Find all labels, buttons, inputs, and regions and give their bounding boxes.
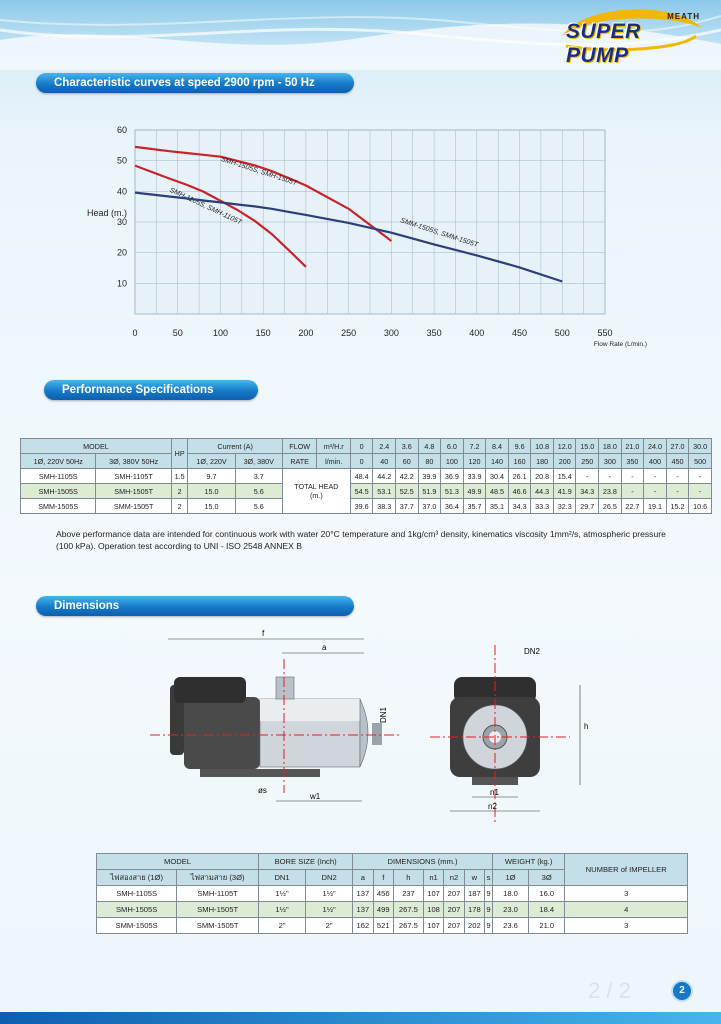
perf-head-cell: - [689,469,712,484]
perf-head-cell: 10.6 [689,499,712,514]
dim-label-a: a [322,643,327,652]
perf-model-3ph: SMM-1505T [96,499,171,514]
perf-head-cell: 34.3 [576,484,599,499]
chart-y-tick-label: 40 [116,186,127,197]
chart-x-axis-label: Flow Rate (L/min.) [593,341,647,348]
perf-lmin-cell: 400 [644,454,667,469]
perf-m3-cell: 21.0 [621,439,644,454]
perf-total-head-label [282,469,350,514]
page-number-badge: 2 [673,982,691,1000]
dim-col-header: DN1 [259,870,306,886]
dim-col-header: f [373,870,393,886]
dim-model-1ph: SMM-1505S [97,918,177,934]
pump-dimension-drawing [150,625,620,825]
perf-m3-cell: 15.0 [576,439,599,454]
perf-flow-header: FLOW [282,439,317,454]
perf-sub-1ph: 1Ø, 220V 50Hz [21,454,96,469]
chart-y-tick-label: 50 [116,155,127,166]
dim-label-n2: n2 [488,802,497,811]
perf-head-cell: 32.3 [553,499,576,514]
perf-unit-lmin: l/min. [317,454,350,469]
perf-row [21,499,712,514]
perf-head-cell: 22.7 [621,499,644,514]
dim-label-s: øs [258,786,267,795]
brand-tag: MEATH [667,12,700,21]
perf-m3-cell: 0 [350,439,373,454]
perf-sub-3ph: 3Ø, 380V 50Hz [96,454,171,469]
dim-cell: 23.0 [492,902,528,918]
perf-head-cell: 36.4 [441,499,464,514]
chart-x-tick-label: 150 [255,328,271,338]
perf-total-head-text: TOTAL HEAD [294,482,339,491]
perf-lmin-cell: 80 [418,454,441,469]
dim-impeller: 3 [565,886,688,902]
dim-cell: 1½" [306,902,353,918]
dim-sub-3ph: ไฟสามสาย (3Ø) [177,870,259,886]
perf-head-cell: 49.9 [463,484,486,499]
perf-head-cell: - [644,469,667,484]
perf-lmin-cell: 300 [599,454,622,469]
dim-row [97,918,688,934]
perf-current-header: Current (A) [188,439,282,454]
chart-series-label: SMH-1505S, SMH-1505T [219,155,298,188]
perf-row [21,484,712,499]
perf-head-cell: 35.1 [486,499,509,514]
dim-col-header: DN2 [306,870,353,886]
dimensions-table [96,853,688,934]
perf-m3-cell: 8.4 [486,439,509,454]
perf-lmin-cell: 40 [373,454,396,469]
perf-model-3ph: SMH-1505T [96,484,171,499]
pump-side-view [150,629,400,801]
section-title-dimensions: Dimensions [36,596,354,616]
dim-cell: 207 [444,902,464,918]
perf-m3-cell: 18.0 [599,439,622,454]
dim-col-header: 3Ø [529,870,565,886]
dim-label-n1: n1 [490,788,499,797]
chart-x-tick-label: 350 [426,328,442,338]
dim-cell: 267.5 [393,902,423,918]
perf-head-cell: 19.1 [644,499,667,514]
perf-head-cell: 39.6 [350,499,373,514]
perf-head-cell: 38.3 [373,499,396,514]
dim-cell: 499 [373,902,393,918]
dim-impeller-header: NUMBER of IMPELLER [565,854,688,886]
perf-head-cell: 51.9 [418,484,441,499]
perf-head-cell: 46.6 [508,484,531,499]
perf-head-cell: 23.8 [599,484,622,499]
perf-sub-c1: 1Ø, 220V [188,454,235,469]
dim-col-header: n2 [444,870,464,886]
perf-lmin-cell: 350 [621,454,644,469]
perf-head-cell: 41.9 [553,484,576,499]
chart-x-tick-label: 200 [298,328,314,338]
page-watermark: 2 / 2 [588,978,631,1003]
dim-col-header: h [393,870,423,886]
perf-m3-cell: 2.4 [373,439,396,454]
perf-head-cell: - [621,484,644,499]
dim-cell: 2" [306,918,353,934]
dim-cell: 9 [485,886,493,902]
dim-cell: 16.0 [529,886,565,902]
dim-dims-header: DIMENSIONS (mm.) [353,854,493,870]
perf-head-cell: 29.7 [576,499,599,514]
perf-current-1ph: 9.7 [188,469,235,484]
perf-head-cell: - [599,469,622,484]
chart-y-tick-label: 60 [116,125,127,135]
chart-series-label: SMH-1105S, SMH-1105T [168,186,243,227]
dim-cell: 202 [464,918,484,934]
chart-x-tick-label: 0 [132,328,138,338]
dim-cell: 18.0 [492,886,528,902]
dim-model-3ph: SMM-1505T [177,918,259,934]
chart-x-tick-label: 550 [597,328,613,338]
dim-bore-header: BORE SIZE (Inch) [259,854,353,870]
brand-name: SUPER PUMP [566,20,641,67]
perf-current-3ph: 3.7 [235,469,282,484]
dim-cell: 9 [485,918,493,934]
perf-lmin-cell: 180 [531,454,554,469]
dim-impeller: 3 [565,918,688,934]
perf-m3-cell: 4.8 [418,439,441,454]
dim-label-h: h [584,722,589,731]
perf-lmin-cell: 200 [553,454,576,469]
perf-m3-cell: 27.0 [666,439,689,454]
perf-head-cell: 51.3 [441,484,464,499]
chart-x-tick-label: 400 [469,328,485,338]
performance-table [20,438,712,514]
perf-hp: 2 [171,499,188,514]
dim-cell: 1½" [259,902,306,918]
perf-head-cell: 37.0 [418,499,441,514]
chart-x-tick-label: 250 [341,328,357,338]
dim-cell: 107 [423,918,443,934]
perf-head-cell: 44.2 [373,469,396,484]
perf-lmin-cell: 120 [463,454,486,469]
perf-head-cell: 53.1 [373,484,396,499]
dim-col-header: 1Ø [492,870,528,886]
perf-sub-c3: 3Ø, 380V [235,454,282,469]
dim-weight-header: WEIGHT (kg.) [492,854,564,870]
perf-head-cell: 15.2 [666,499,689,514]
perf-rate-header: RATE [282,454,317,469]
performance-note: Above performance data are intended for continuous work with water 20°C temperature and 1kg/cm³ density, kinematics viscosity 1mm²/s, atmospheric pressure (100 kPa). Operation test according to UNI - ISO 2548 ANNEX B [56,529,666,551]
dim-cell: 9 [485,902,493,918]
dim-cell: 237 [393,886,423,902]
perf-head-cell: - [576,469,599,484]
perf-lmin-cell: 500 [689,454,712,469]
dim-col-header: a [353,870,373,886]
chart-y-tick-label: 20 [116,247,127,258]
chart-series-label: SMM-1505S, SMM-1505T [399,217,479,250]
chart-y-tick-label: 30 [116,217,127,227]
perf-head-cell: 36.9 [441,469,464,484]
chart-x-tick-label: 100 [212,328,228,338]
perf-lmin-cell: 250 [576,454,599,469]
chart-y-tick-label: 10 [116,278,127,289]
dim-model-1ph: SMH-1505S [97,902,177,918]
chart-x-tick-label: 450 [512,328,528,338]
perf-m3-cell: 3.6 [395,439,418,454]
perf-lmin-cell: 100 [441,454,464,469]
dim-cell: 207 [444,886,464,902]
dim-cell: 23.6 [492,918,528,934]
dim-col-header: w [464,870,484,886]
dim-cell: 21.0 [529,918,565,934]
dim-cell: 2" [259,918,306,934]
perf-m3-cell: 9.6 [508,439,531,454]
perf-m3-cell: 12.0 [553,439,576,454]
perf-lmin-cell: 160 [508,454,531,469]
perf-m3-cell: 24.0 [644,439,667,454]
perf-current-3ph: 5.6 [235,484,282,499]
perf-m3-cell: 7.2 [463,439,486,454]
perf-unit-m3: m³/H.r [317,439,350,454]
perf-head-cell: 20.8 [531,469,554,484]
dim-cell: 521 [373,918,393,934]
chart-x-tick-label: 50 [172,328,183,338]
characteristic-curves-chart [60,118,660,358]
perf-m3-cell: 6.0 [441,439,464,454]
chart-y-axis-label: Head (m.) [87,207,128,218]
perf-model-1ph: SMH-1505S [21,484,96,499]
chart-x-tick-label: 300 [383,328,399,338]
perf-head-cell: - [689,484,712,499]
perf-head-cell: 35.7 [463,499,486,514]
section-title-curves: Characteristic curves at speed 2900 rpm - 50 Hz [36,73,354,93]
perf-row [21,469,712,484]
dim-cell: 137 [353,902,373,918]
dim-cell: 108 [423,902,443,918]
perf-head-cell: 39.9 [418,469,441,484]
perf-m3-cell: 30.0 [689,439,712,454]
perf-head-cell: 48.4 [350,469,373,484]
brand-logo [556,6,706,67]
perf-head-cell: 48.5 [486,484,509,499]
dim-cell: 187 [464,886,484,902]
perf-current-1ph: 15.0 [188,484,235,499]
dim-col-header: n1 [423,870,443,886]
section-title-performance: Performance Specifications [44,380,258,400]
perf-head-cell: - [666,484,689,499]
perf-model-header: MODEL [21,439,172,454]
perf-head-cell: 26.5 [599,499,622,514]
chart-x-tick-label: 500 [554,328,570,338]
perf-head-cell: 42.2 [395,469,418,484]
dim-cell: 207 [444,918,464,934]
perf-model-1ph: SMM-1505S [21,499,96,514]
footer-bar [0,1012,721,1024]
perf-head-cell: 15.4 [553,469,576,484]
dim-cell: 162 [353,918,373,934]
dim-model-3ph: SMH-1505T [177,902,259,918]
dim-col-header: s [485,870,493,886]
perf-lmin-cell: 60 [395,454,418,469]
perf-lmin-cell: 450 [666,454,689,469]
dim-label-w1: w1 [310,792,321,801]
perf-lmin-cell: 0 [350,454,373,469]
dim-cell: 1½" [306,886,353,902]
perf-model-1ph: SMH-1105S [21,469,96,484]
dim-impeller: 4 [565,902,688,918]
perf-head-cell: - [644,484,667,499]
dim-cell: 137 [353,886,373,902]
perf-lmin-cell: 140 [486,454,509,469]
dim-label-dn1: DN1 [379,706,388,723]
perf-m3-cell: 10.8 [531,439,554,454]
dim-sub-1ph: ไฟสองสาย (1Ø) [97,870,177,886]
perf-head-cell: 30.4 [486,469,509,484]
perf-hp: 1.5 [171,469,188,484]
perf-head-cell: 52.5 [395,484,418,499]
perf-head-cell: 44.3 [531,484,554,499]
perf-head-cell: - [621,469,644,484]
perf-current-3ph: 5.6 [235,499,282,514]
dim-label-dn2: DN2 [524,647,541,656]
dim-cell: 1½" [259,886,306,902]
dim-label-f: f [262,629,265,638]
perf-head-cell: 33.3 [531,499,554,514]
dim-row [97,902,688,918]
perf-head-cell: 33.9 [463,469,486,484]
pump-front-view [430,645,588,825]
dim-row [97,886,688,902]
perf-head-cell: 34.3 [508,499,531,514]
perf-head-cell: - [666,469,689,484]
dim-cell: 18.4 [529,902,565,918]
dim-cell: 456 [373,886,393,902]
dim-cell: 267.5 [393,918,423,934]
perf-model-3ph: SMH-1105T [96,469,171,484]
perf-hp: 2 [171,484,188,499]
perf-hp-header: HP [171,439,188,469]
perf-current-1ph: 15.0 [188,499,235,514]
perf-head-cell: 26.1 [508,469,531,484]
perf-head-cell: 54.5 [350,484,373,499]
dim-model-3ph: SMH-1105T [177,886,259,902]
dim-cell: 107 [423,886,443,902]
perf-head-cell: 37.7 [395,499,418,514]
dim-cell: 178 [464,902,484,918]
dim-model-header: MODEL [97,854,259,870]
dim-model-1ph: SMH-1105S [97,886,177,902]
perf-total-head-unit: (m.) [309,491,323,500]
